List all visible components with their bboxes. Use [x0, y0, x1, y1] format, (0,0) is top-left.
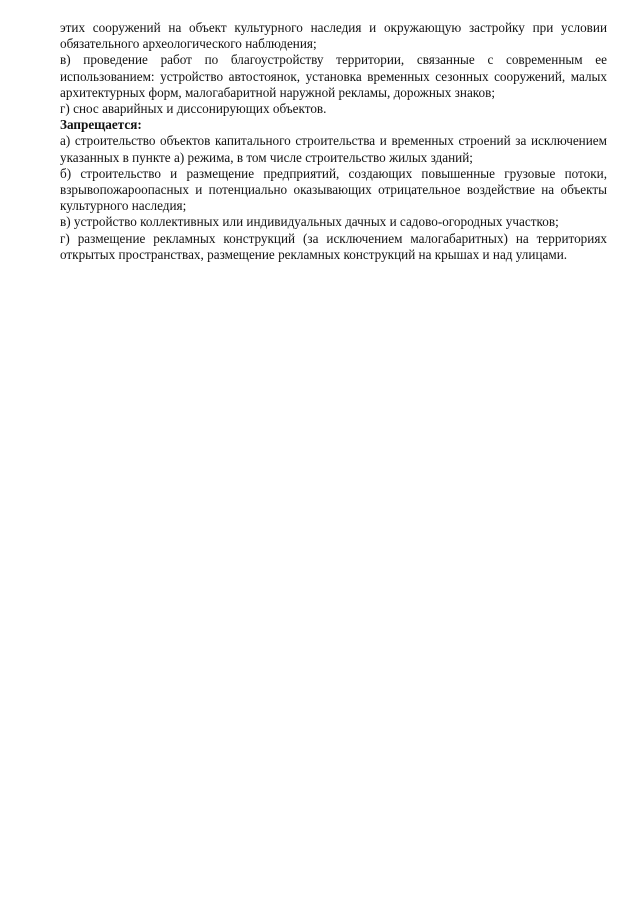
- paragraph-prohibited-g: г) размещение рекламных конструкций (за исключением малогабаритных) на территориях открытых пространствах, размещение рекламных конструкций на крышах и над улицами.: [60, 230, 607, 262]
- paragraph-item-v-improvement: в) проведение работ по благоустройству территории, связанные с современным ее использованием: устройство автостоянок, установка временных сезонных сооружений, малых архитектурных форм, малогабаритной наружной рекламы, дорожных знаков;: [60, 52, 607, 100]
- paragraph-prohibited-v: в) устройство коллективных или индивидуальных дачных и садово-огородных участков;: [60, 214, 559, 230]
- paragraph-prohibited-a: а) строительство объектов капитального строительства и временных строений за исключением указанных в пункте а) режима, в том числе строительство жилых зданий;: [60, 133, 607, 165]
- paragraph-continuation: этих сооружений на объект культурного наследия и окружающую застройку при условии обязательного археологического наблюдения;: [60, 20, 607, 52]
- document-text: [60, 20, 607, 263]
- paragraph-item-g-demolition: г) снос аварийных и диссонирующих объектов.: [60, 101, 327, 117]
- section-heading-prohibited: Запрещается:: [60, 117, 142, 133]
- paragraph-prohibited-b: б) строительство и размещение предприятий, создающих повышенные грузовые потоки, взрывопожароопасных и потенциально оказывающих отрицательное воздействие на объекты культурного наследия;: [60, 165, 607, 214]
